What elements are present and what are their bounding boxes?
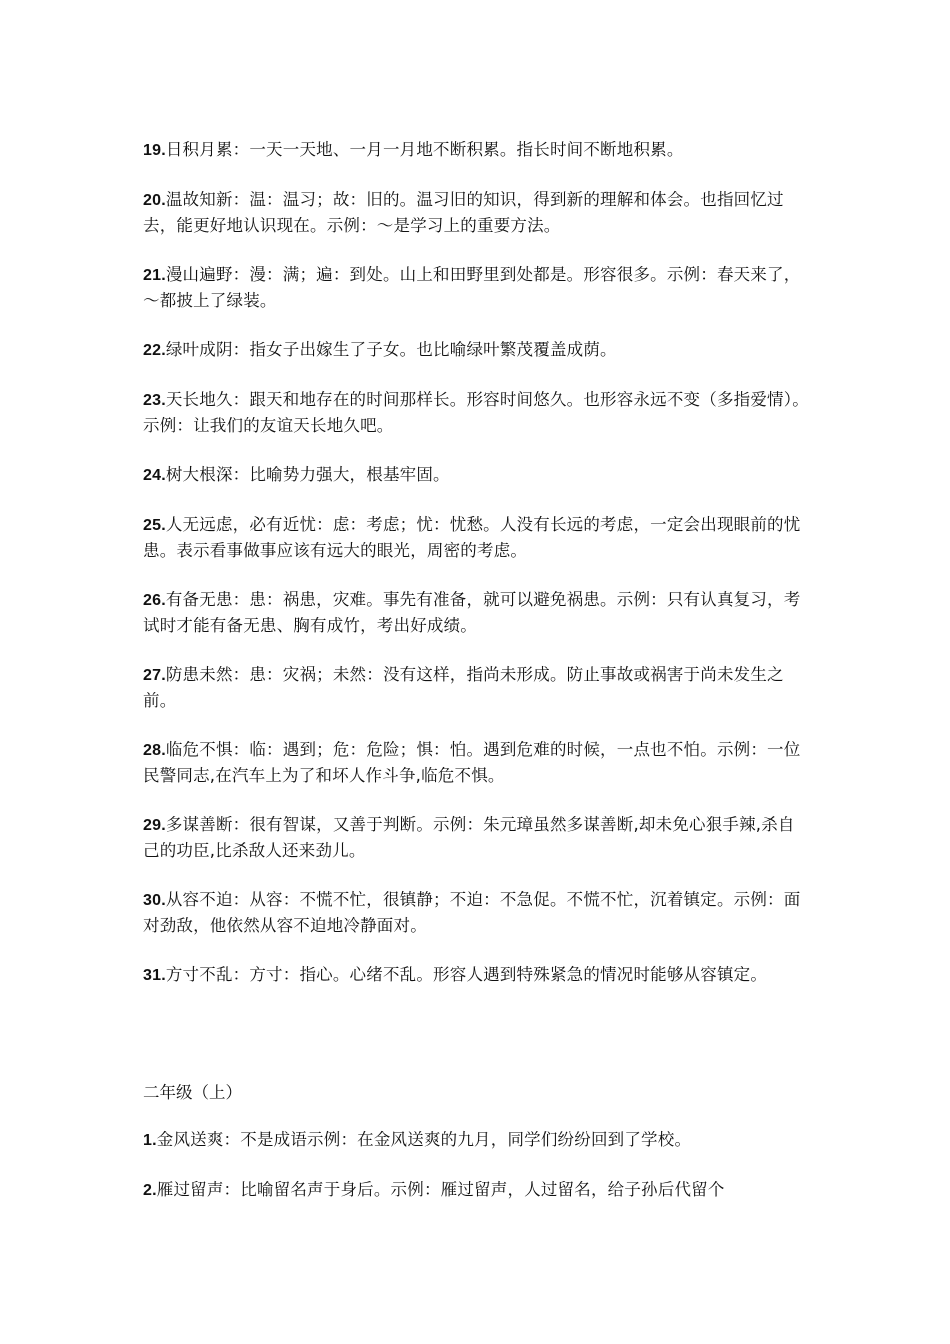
entry-number: 31. [143,967,166,984]
entry-text: 金风送爽：不是成语示例：在金风送爽的九月，同学们纷纷回到了学校。 [156,1130,692,1149]
entry-text: 多谋善断：很有智谋，又善于判断。示例：朱元璋虽然多谋善断,却未免心狠手辣,杀自己的功臣,比杀敌人还来劲儿。 [143,815,795,860]
entry-number: 19. [143,142,166,159]
entry-number: 30. [143,892,166,909]
idiom-entry-22 [143,337,811,363]
entry-number: 1. [143,1132,157,1149]
entry-text: 日积月累：一天一天地、一月一月地不断积累。指长时间不断地积累。 [165,140,684,159]
idiom-entry-29 [143,812,811,863]
entry-text: 人无远虑，必有近忧：虑：考虑；忧：忧愁。人没有长远的考虑，一定会出现眼前的忧患。表示看事做事应该有远大的眼光，周密的考虑。 [143,515,801,560]
idiom-entry-26 [143,587,811,638]
entry-number: 25. [143,517,166,534]
entry-number: 29. [143,817,166,834]
idiom-entry-19 [143,137,811,163]
entry-number: 20. [143,192,166,209]
entry-number: 24. [143,467,166,484]
idiom-entry-24 [143,462,811,488]
entry-text: 漫山遍野：漫：满；遍：到处。山上和田野里到处都是。形容很多。示例：春天来了，～都披上了绿装。 [143,265,801,310]
entry-number: 21. [143,267,166,284]
entry-text: 临危不惧：临：遇到；危：危险；惧：怕。遇到危难的时候，一点也不怕。示例：一位民警同志,在汽车上为了和坏人作斗争,临危不惧。 [143,740,801,785]
entry-number: 27. [143,667,166,684]
entry-number: 23. [143,392,166,409]
entry-number: 2. [143,1182,157,1199]
entry-text: 有备无患：患：祸患，灾难。事先有准备，就可以避免祸患。示例：只有认真复习，考试时才能有备无患、胸有成竹，考出好成绩。 [143,590,801,635]
entry-text: 天长地久：跟天和地存在的时间那样长。形容时间悠久。也形容永远不变（多指爱情）。示例：让我们的友谊天长地久吧。 [143,390,809,435]
entry-number: 22. [143,342,166,359]
entry-number: 26. [143,592,166,609]
entry-text: 方寸不乱：方寸：指心。心绪不乱。形容人遇到特殊紧急的情况时能够从容镇定。 [165,965,768,984]
entry-number: 28. [143,742,166,759]
entry-text: 树大根深：比喻势力强大，根基牢固。 [165,465,450,484]
entry-text: 防患未然：患：灾祸；未然：没有这样，指尚未形成。防止事故或祸害于尚未发生之前。 [143,665,784,710]
idiom-entry-21 [143,262,811,313]
idiom-entry-20 [143,187,811,238]
entry-text: 温故知新：温：温习；故：旧的。温习旧的知识，得到新的理解和体会。也指回忆过去，能更好地认识现在。示例：～是学习上的重要方法。 [143,190,784,235]
idiom-entry-1 [143,1127,811,1153]
idiom-entry-28 [143,737,811,788]
document-page [143,137,811,1227]
idiom-entry-23 [143,387,811,438]
entry-text: 雁过留声：比喻留名声于身后。示例：雁过留声，人过留名，给子孙后代留个 [156,1180,725,1199]
idiom-entry-27 [143,662,811,713]
entry-text: 绿叶成阴：指女子出嫁生了子女。也比喻绿叶繁茂覆盖成荫。 [165,340,617,359]
entry-text: 从容不迫：从容：不慌不忙，很镇静；不迫：不急促。不慌不忙，沉着镇定。示例：面对劲敌，他依然从容不迫地冷静面对。 [143,890,801,935]
idiom-entry-31 [143,962,811,988]
section-heading: 二年级（上） [143,1083,242,1102]
idiom-entry-2 [143,1177,811,1203]
idiom-entry-30 [143,887,811,938]
idiom-entry-25 [143,512,811,563]
